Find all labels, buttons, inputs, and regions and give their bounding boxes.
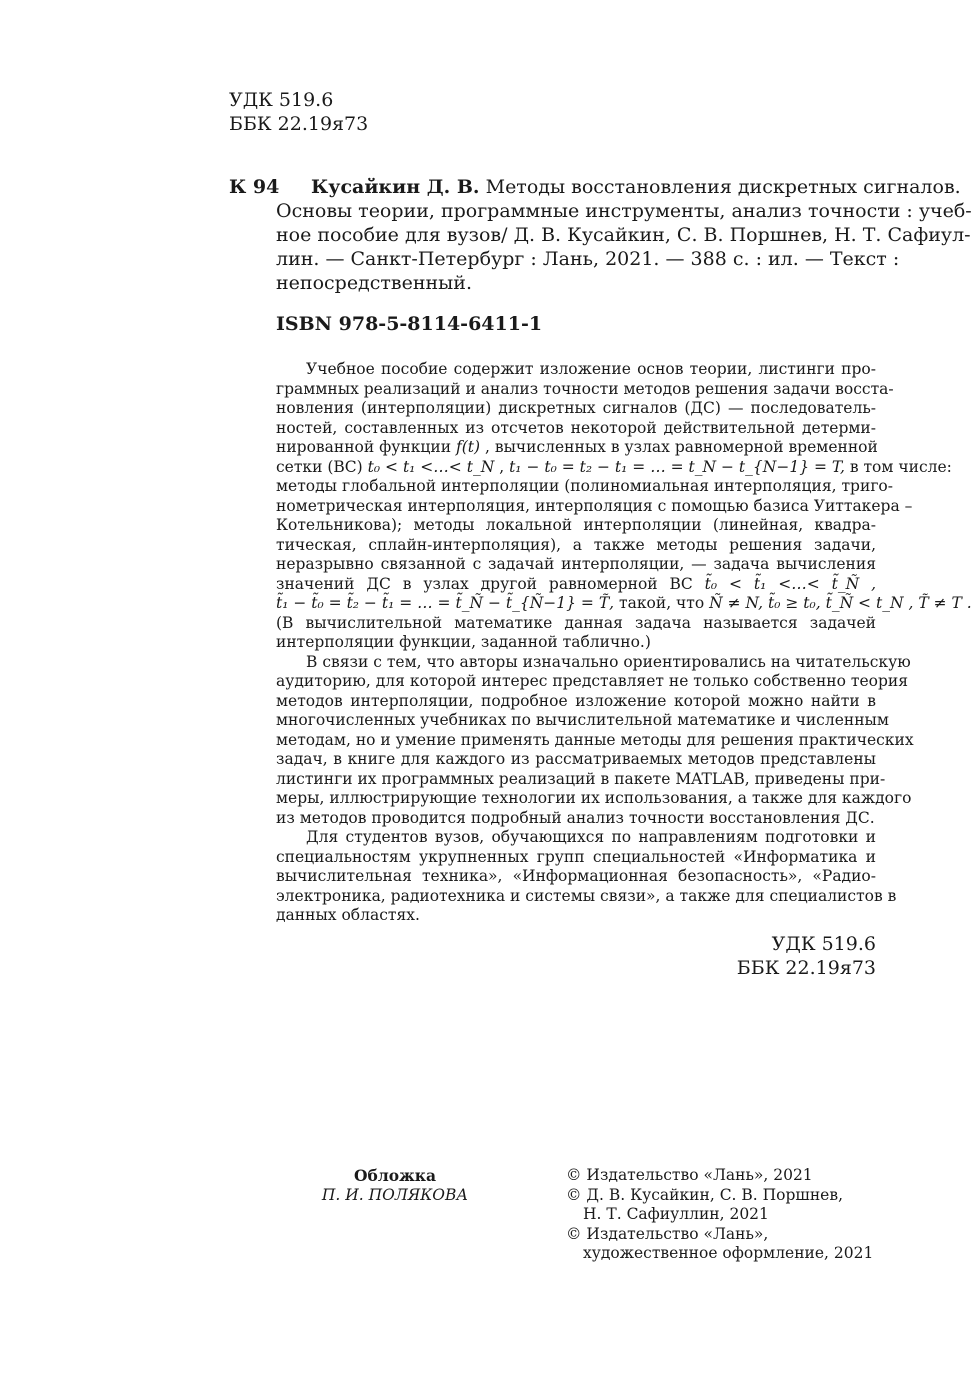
cover-credit bbox=[300, 1166, 490, 1205]
abstract bbox=[276, 360, 972, 926]
abstract-line: листинги их программных реализаций в пакете MATLAB, приведены при- bbox=[276, 769, 886, 788]
abstract-line: задач, в книге для каждого из рассматриваемых методов представлены bbox=[276, 750, 876, 768]
catalog-code: К 94 bbox=[229, 176, 280, 198]
header-classification bbox=[229, 88, 368, 136]
abstract-line: ностей, составленных из отсчетов некоторой действительной детерми- bbox=[276, 418, 876, 437]
header-udk: УДК 519.6 bbox=[229, 89, 334, 111]
catalog-line: Основы теории, программные инструменты, анализ точности : учеб- bbox=[276, 200, 972, 222]
catalog-line: лин. — Санкт-Петербург : Лань, 2021. — 388 с. : ил. — Текст : bbox=[276, 248, 900, 270]
catalog-line: Кусайкин Д. В. Методы восстановления дискретных сигналов. bbox=[311, 176, 961, 198]
formula-tn-less: t̃_Ñ < t_N , bbox=[825, 594, 914, 612]
abstract-line: Котельникова); методы локальной интерполяции (линейная, квадра- bbox=[276, 516, 876, 534]
formula-n-neq: Ñ ≠ N, bbox=[709, 594, 764, 612]
abstract-line: граммных реализаций и анализ точности методов решения задачи восста- bbox=[276, 379, 894, 398]
abstract-line: Учебное пособие содержит изложение основ теории, листинги про- bbox=[306, 360, 876, 378]
catalog-line: непосредственный. bbox=[276, 272, 473, 294]
abstract-line: t̃₁ − t̃₀ = t̃₂ − t̃₁ = … = t̃_Ñ − t̃_{Ñ−1} = T̃, такой, что Ñ ≠ N, t̃₀ ≥ t₀, t̃_Ñ < t_N , T̃ ≠ T . bbox=[276, 594, 972, 612]
catalog-line: ное пособие для вузов/ Д. В. Кусайкин, С. В. Поршнев, Н. Т. Сафиул- bbox=[276, 224, 971, 246]
abstract-udk: УДК 519.6 bbox=[771, 933, 876, 955]
abstract-line: В связи с тем, что авторы изначально ориентировались на читательскую bbox=[306, 652, 911, 671]
abstract-classification bbox=[676, 932, 876, 980]
abstract-line: (В вычислительной математике данная задача называется задачей bbox=[276, 613, 876, 632]
abstract-line: многочисленных учебниках по вычислительной математике и численным bbox=[276, 711, 889, 729]
copyright-line: Н. Т. Сафиуллин, 2021 bbox=[583, 1205, 769, 1223]
catalog-entry bbox=[276, 175, 972, 295]
abstract-line: из методов проводится подробный анализ точности восстановления ДС. bbox=[276, 808, 875, 827]
abstract-line: меры, иллюстрирующие технологии их использования, а также для каждого bbox=[276, 789, 912, 807]
catalog-author: Кусайкин Д. В. bbox=[311, 176, 480, 198]
copyright-block bbox=[566, 1166, 896, 1264]
abstract-line: сетки (ВС) t₀ < t₁ <…< t_N , t₁ − t₀ = t₂ − t₁ = … = t_N − t_{N−1} = T, в том числе: bbox=[276, 457, 952, 476]
formula-grid-step: t₁ − t₀ = t₂ − t₁ = … = t_N − t_{N−1} = T, bbox=[509, 457, 845, 476]
formula-new-grid-step: t̃₁ − t̃₀ = t̃₂ − t̃₁ = … = t̃_Ñ − t̃_{Ñ−1} = T̃, bbox=[276, 594, 615, 612]
formula-t0-geq: t̃₀ ≥ t₀, bbox=[768, 594, 821, 612]
abstract-bbk: ББК 22.19я73 bbox=[736, 957, 876, 979]
formula-new-grid-order: t̃₀ < t̃₁ <…< t̃_Ñ , bbox=[704, 574, 876, 593]
formula-t-neq: T̃ ≠ T . bbox=[918, 594, 972, 612]
abstract-line: нометрическая интерполяция, интерполяция с помощью базиса Уиттакера – bbox=[276, 496, 913, 515]
abstract-line: аудиторию, для которой интерес представляет не только собственно теория bbox=[276, 672, 908, 690]
abstract-line: методы глобальной интерполяции (полиномиальная интерполяция, триго- bbox=[276, 477, 894, 495]
abstract-line: интерполяции функции, заданной таблично.) bbox=[276, 633, 651, 651]
copyright-line: © Издательство «Лань», 2021 bbox=[566, 1166, 813, 1184]
header-bbk: ББК 22.19я73 bbox=[229, 113, 369, 135]
abstract-line: специальностям укрупненных групп специальностей «Информатика и bbox=[276, 847, 876, 866]
abstract-line: нированной функции f(t) , вычисленных в узлах равномерной временной bbox=[276, 438, 878, 456]
isbn: ISBN 978-5-8114-6411-1 bbox=[276, 313, 543, 335]
abstract-line: неразрывно связанной с задачай интерполяции, — задача вычисления bbox=[276, 555, 876, 573]
abstract-line: электроника, радиотехника и системы связи», а также для специалистов в bbox=[276, 886, 897, 905]
abstract-line: значений ДС в узлах другой равномерной ВС t̃₀ < t̃₁ <…< t̃_Ñ , bbox=[276, 574, 876, 593]
abstract-line: Для студентов вузов, обучающихся по направлениям подготовки и bbox=[306, 828, 876, 846]
abstract-line: новления (интерполяции) дискретных сигналов (ДС) — последователь- bbox=[276, 399, 876, 417]
cover-author: П. И. ПОЛЯКОВА bbox=[321, 1185, 469, 1204]
abstract-line: вычислительная техника», «Информационная безопасность», «Радио- bbox=[276, 867, 876, 885]
abstract-line: тическая, сплайн-интерполяция), а также методы решения задачи, bbox=[276, 535, 876, 554]
cover-label: Обложка bbox=[354, 1166, 436, 1185]
copyright-line: художественное оформление, 2021 bbox=[583, 1244, 874, 1262]
abstract-line: данных областях. bbox=[276, 906, 420, 924]
formula-grid-order: t₀ < t₁ <…< t_N bbox=[367, 457, 495, 476]
copyright-line: © Издательство «Лань», bbox=[566, 1224, 769, 1243]
copyright-line: © Д. В. Кусайкин, С. В. Поршнев, bbox=[566, 1185, 843, 1204]
abstract-line: методам, но и умение применять данные методы для решения практических bbox=[276, 730, 914, 749]
formula-f-of-t: f(t) bbox=[455, 438, 481, 456]
abstract-line: методов интерполяции, подробное изложение которой можно найти в bbox=[276, 691, 876, 710]
